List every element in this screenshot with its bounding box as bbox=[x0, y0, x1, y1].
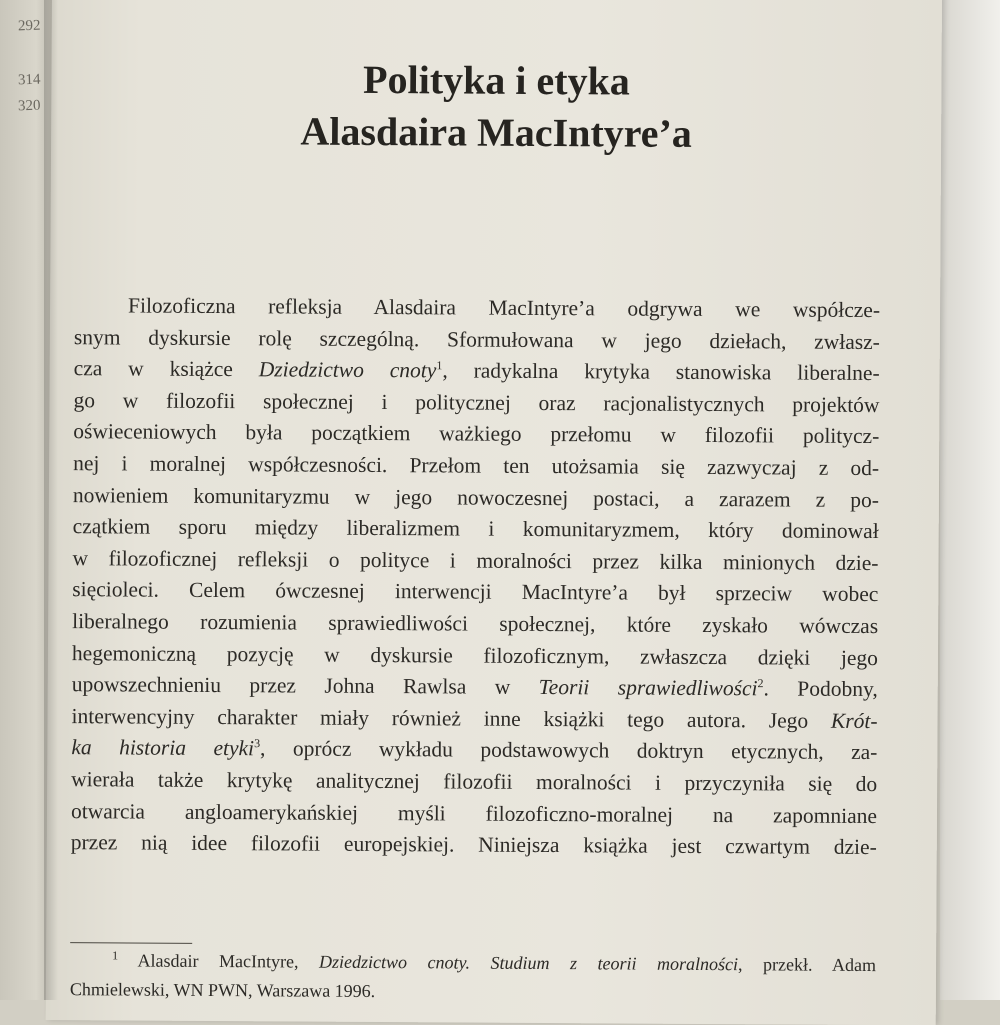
text-line: w filozoficznej refleksji o polityce i moralności przez kilka minionych dzie- bbox=[72, 545, 879, 575]
footnote-line: Chmielewski, WN PWN, Warszawa 1996. bbox=[69, 979, 376, 1001]
margin-number: 320 bbox=[17, 97, 41, 115]
text-line bbox=[71, 732, 877, 769]
text-run: . Podobny, bbox=[763, 676, 878, 702]
text-line bbox=[72, 669, 878, 706]
text-run: , oprócz wykładu podstawowych doktryn etycznych, za- bbox=[259, 736, 878, 765]
book-gutter-shadow bbox=[44, 0, 58, 1000]
text-line bbox=[74, 353, 880, 390]
text-line: liberalnego rozumienia sprawiedliwości społecznej, które zyskało wówczas bbox=[72, 609, 879, 638]
footnote-ref: 3 bbox=[254, 736, 261, 751]
text-run: cza w książce bbox=[73, 356, 259, 382]
text-line: czątkiem sporu między liberalizmem i komunitaryzmem, który dominował bbox=[72, 514, 879, 544]
text-run: interwencyjny charakter miały również inne książki tego autora. Jego bbox=[71, 703, 832, 733]
book-title-italic: Dziedzictwo cnoty bbox=[258, 357, 437, 383]
text-line: hegemoniczną pozycję w dyskursie filozoficznym, zwłaszcza dzięki jego bbox=[71, 640, 879, 670]
book-page bbox=[46, 0, 942, 1025]
margin-number: 292 bbox=[17, 17, 41, 35]
body-paragraph bbox=[71, 290, 880, 864]
text-line: sięcioleci. Celem ówczesnej interwencji MacIntyre’a był sprzeciw wobec bbox=[72, 577, 879, 607]
footnote-rule bbox=[70, 942, 192, 944]
right-background bbox=[940, 0, 1000, 1000]
text-line bbox=[71, 701, 877, 738]
text-line: przez nią idee filozofii europejskiej. Niniejsza książka jest czwartym dzie- bbox=[70, 830, 877, 860]
margin-number: 314 bbox=[17, 71, 41, 89]
text-line: Filozoficzna refleksja Alasdaira MacIntyre’a odgrywa we współcze- bbox=[128, 293, 881, 323]
text-line: go w filozofii społecznej i politycznej oraz racjonalistycznych projektów bbox=[73, 387, 880, 417]
chapter-title-line-1: Polityka i etyka bbox=[362, 56, 630, 104]
text-run: upowszechnieniu przez Johna Rawlsa w bbox=[71, 672, 539, 700]
text-line: oświeceniowych była początkiem ważkiego przełomu w filozofii politycz- bbox=[73, 419, 880, 449]
text-line: nej i moralnej współczesności. Przełom ten utożsamia się zazwyczaj z od- bbox=[73, 451, 880, 481]
text-run: , przekł. Adam bbox=[738, 954, 877, 976]
text-line: nowieniem komunitaryzmu w jego nowoczesnej postaci, a zarazem z po- bbox=[72, 482, 879, 512]
text-run: Alasdair MacIntyre, bbox=[118, 950, 320, 972]
text-line: wierała także krytykę analitycznej filozofii moralności i przyczyniła się do bbox=[71, 767, 878, 796]
book-title-italic: Krót- bbox=[830, 708, 878, 733]
chapter-title-line-2: Alasdaira MacIntyre’a bbox=[300, 108, 692, 156]
book-title-italic: Dziedzictwo cnoty. Studium z teorii moralności bbox=[318, 951, 739, 975]
book-title-italic: ka historia etyki bbox=[71, 735, 255, 761]
footnote-number: 1 bbox=[112, 948, 119, 963]
footnote-ref: 2 bbox=[757, 676, 764, 691]
book-title-italic: Teorii sprawiedliwości bbox=[538, 675, 758, 701]
text-line: otwarcia angloamerykańskiej myśli filozoficzno-moralnej na zapomniane bbox=[70, 798, 878, 828]
text-line: snym dyskursie rolę szczególną. Sformułowana w jego dziełach, zwłasz- bbox=[73, 324, 880, 354]
text-run: , radykalna krytyka stanowiska liberalne- bbox=[442, 358, 880, 386]
footnote-ref: 1 bbox=[436, 358, 443, 373]
